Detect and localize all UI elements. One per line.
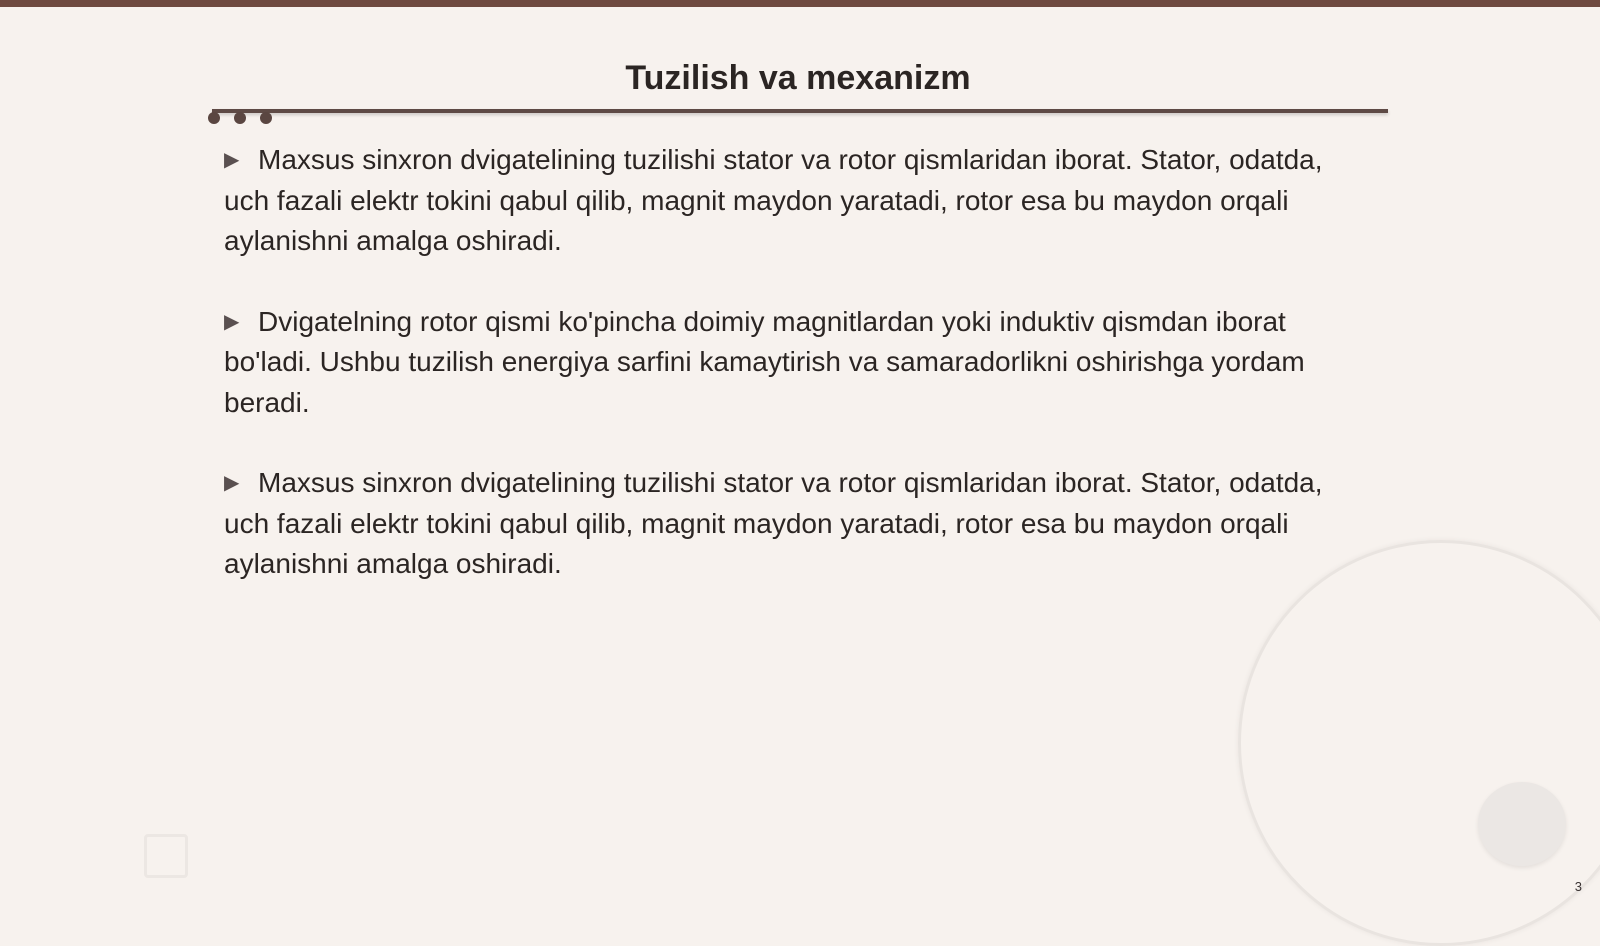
rule-dot <box>208 112 220 124</box>
bullet-item <box>224 302 1324 424</box>
rule-dot <box>260 112 272 124</box>
triangle-bullet-icon: ▶ <box>224 472 240 494</box>
bullet-item <box>224 463 1324 585</box>
bullet-item <box>224 140 1324 262</box>
decorative-square <box>144 834 188 878</box>
bullet-text: Dvigatelning rotor qismi ko'pincha doimiy magnitlardan yoki induktiv qismdan iborat bo'ladi. Ushbu tuzilish energiya sarfini kamaytirish va samaradorlikni oshirishga yordam beradi. <box>224 305 1305 418</box>
slide-title: Tuzilish va mexanizm <box>625 59 971 97</box>
triangle-bullet-icon: ▶ <box>224 149 240 171</box>
triangle-bullet-icon: ▶ <box>224 310 240 333</box>
rule-dot <box>234 112 246 124</box>
page-number: 3 <box>1574 879 1582 894</box>
bullet-text: Maxsus sinxron dvigatelining tuzilishi stator va rotor qismlaridan iborat. Stator, odatda, uch fazali elektr tokini qabul qilib, magnit maydon yaratadi, rotor esa bu maydon orqali aylanishni amalga oshiradi. <box>224 144 1323 256</box>
title-underline <box>212 109 1388 113</box>
bullet-text: Maxsus sinxron dvigatelining tuzilishi stator va rotor qismlaridan iborat. Stator, odatda, uch fazali elektr tokini qabul qilib, magnit maydon yaratadi, rotor esa bu maydon orqali aylanishni amalga oshiradi. <box>224 467 1323 579</box>
bullet-list <box>224 140 1324 625</box>
decorative-circle-filled <box>1478 782 1566 866</box>
top-accent-bar <box>0 0 1600 7</box>
